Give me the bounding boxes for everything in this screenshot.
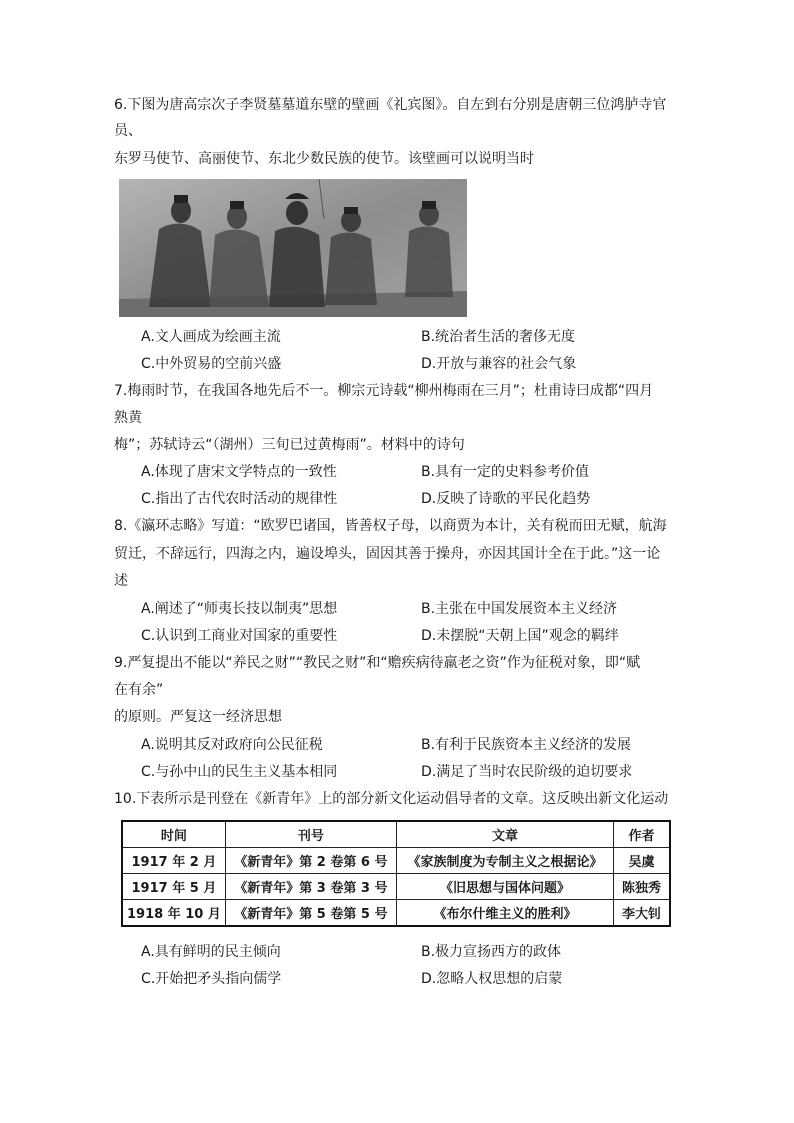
table-row bbox=[122, 900, 670, 927]
q6-stem-line-3: 东罗马使节、高丽使节、东北少数民族的使节。该壁画可以说明当时 bbox=[114, 151, 534, 167]
table-header-author: 作者 bbox=[614, 821, 670, 848]
table-header-row bbox=[122, 821, 670, 848]
q8-stem-line-3: 述 bbox=[114, 573, 128, 589]
table-cell-author: 吴虞 bbox=[614, 848, 670, 874]
q6-stem-line-2: 员、 bbox=[114, 123, 142, 139]
q7-stem-line-1: 7.梅雨时节，在我国各地先后不一。柳宗元诗载“柳州梅雨在三月”；杜甫诗曰成都“四月 bbox=[114, 383, 654, 399]
table-header-time: 时间 bbox=[122, 821, 225, 848]
table-row bbox=[122, 874, 670, 900]
table-cell-time: 1917 年 2 月 bbox=[122, 848, 225, 874]
q9-stem-line-1: 9.严复提出不能以“养民之财”“教民之财”和“赡疾病待羸老之资”作为征税对象，即“赋 bbox=[114, 655, 641, 671]
table-cell-issue: 《新青年》第 2 卷第 6 号 bbox=[225, 848, 396, 874]
q8-option-a[interactable]: A.阐述了“师夷长技以制夷”思想 bbox=[141, 601, 338, 617]
q10-option-b[interactable]: B.极力宣扬西方的政体 bbox=[421, 944, 562, 960]
q10-stem-line-1: 10.下表所示是刊登在《新青年》上的部分新文化运动倡导者的文章。这反映出新文化运动 bbox=[114, 791, 669, 807]
q6-stem-line-1: 6.下图为唐高宗次子李贤墓墓道东壁的壁画《礼宾图》。自左到右分别是唐朝三位鸿胪寺官 bbox=[114, 97, 667, 113]
q7-option-c[interactable]: C.指出了古代农时活动的规律性 bbox=[141, 491, 338, 507]
q8-option-d[interactable]: D.未摆脱“天朝上国”观念的羁绊 bbox=[421, 628, 619, 644]
q9-option-c[interactable]: C.与孙中山的民生主义基本相同 bbox=[141, 764, 338, 780]
table-header-article: 文章 bbox=[396, 821, 613, 848]
q10-option-a[interactable]: A.具有鲜明的民主倾向 bbox=[141, 944, 281, 960]
mural-illustration bbox=[119, 179, 467, 317]
q6-option-b[interactable]: B.统治者生活的奢侈无度 bbox=[421, 329, 576, 345]
q6-option-c[interactable]: C.中外贸易的空前兴盛 bbox=[141, 356, 282, 372]
table-cell-article: 《旧思想与国体问题》 bbox=[396, 874, 613, 900]
q7-option-a[interactable]: A.体现了唐宋文学特点的一致性 bbox=[141, 464, 337, 480]
q9-stem-line-2: 在有余” bbox=[114, 682, 164, 698]
q8-stem-line-2: 贸迁，不辞远行，四海之内，遍设埠头，固因其善于操舟，亦因其国计全在于此。”这一论 bbox=[114, 546, 661, 562]
q8-option-b[interactable]: B.主张在中国发展资本主义经济 bbox=[421, 601, 618, 617]
table-cell-time: 1918 年 10 月 bbox=[122, 900, 225, 927]
q8-option-c[interactable]: C.认识到工商业对国家的重要性 bbox=[141, 628, 338, 644]
q7-stem-line-3: 梅”；苏轼诗云“（湖州）三旬已过黄梅雨”。材料中的诗句 bbox=[114, 437, 465, 453]
q7-option-d[interactable]: D.反映了诗歌的平民化趋势 bbox=[421, 491, 591, 507]
q7-option-b[interactable]: B.具有一定的史料参考价值 bbox=[421, 464, 590, 480]
table-cell-author: 李大钊 bbox=[614, 900, 670, 927]
q10-option-d[interactable]: D.忽略人权思想的启蒙 bbox=[421, 971, 563, 987]
q9-stem-line-3: 的原则。严复这一经济思想 bbox=[114, 709, 282, 725]
table-cell-article: 《布尔什维主义的胜利》 bbox=[396, 900, 613, 927]
q6-option-a[interactable]: A.文人画成为绘画主流 bbox=[141, 329, 281, 345]
q9-option-a[interactable]: A.说明其反对政府向公民征税 bbox=[141, 737, 323, 753]
q7-stem-line-2: 熟黄 bbox=[114, 410, 142, 426]
articles-table bbox=[121, 820, 671, 927]
table-row bbox=[122, 848, 670, 874]
table-cell-issue: 《新青年》第 5 卷第 5 号 bbox=[225, 900, 396, 927]
table-cell-time: 1917 年 5 月 bbox=[122, 874, 225, 900]
table-header-issue: 刊号 bbox=[225, 821, 396, 848]
q9-option-d[interactable]: D.满足了当时农民阶级的迫切要求 bbox=[421, 764, 633, 780]
table-cell-issue: 《新青年》第 3 卷第 3 号 bbox=[225, 874, 396, 900]
mural-image bbox=[119, 179, 467, 317]
table-cell-article: 《家族制度为专制主义之根据论》 bbox=[396, 848, 613, 874]
q8-stem-line-1: 8.《瀛环志略》写道：“欧罗巴诸国，皆善权子母，以商贾为本计，关有税而田无赋，航海 bbox=[114, 518, 667, 534]
q10-option-c[interactable]: C.开始把矛头指向儒学 bbox=[141, 971, 282, 987]
table-cell-author: 陈独秀 bbox=[614, 874, 670, 900]
q9-option-b[interactable]: B.有利于民族资本主义经济的发展 bbox=[421, 737, 632, 753]
q6-option-d[interactable]: D.开放与兼容的社会气象 bbox=[421, 356, 577, 372]
